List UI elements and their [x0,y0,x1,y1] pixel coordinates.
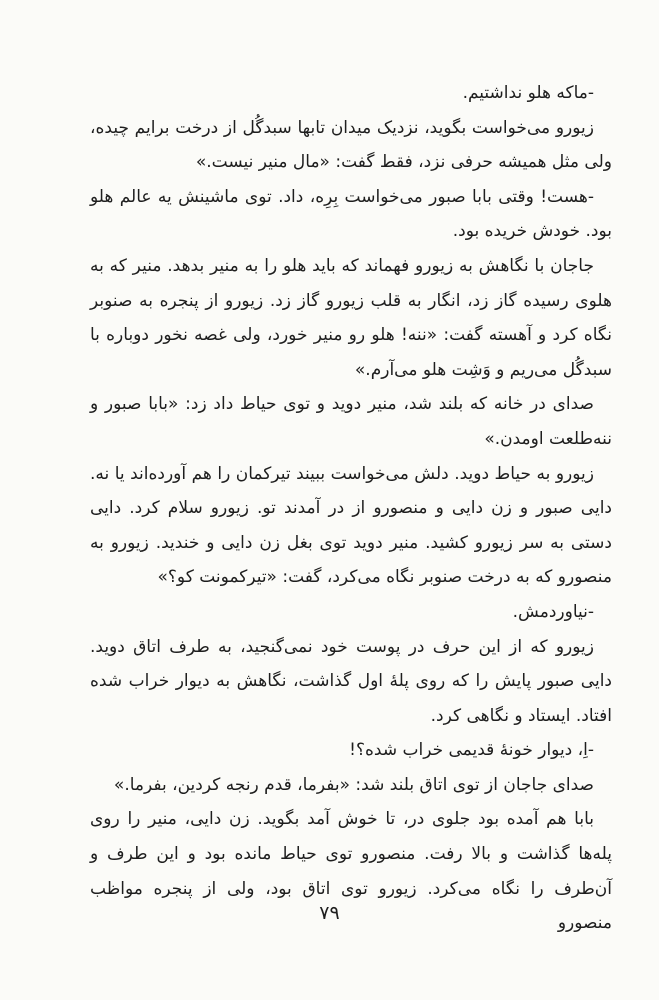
paragraph: زیورو به حیاط دوید. دلش می‌خواست ببیند تیرکمان را هم آورده‌اند یا نه. دایی صبور و زن دایی و منصورو از در آمدند تو. زیورو سلام کرد. دایی دستی به سر زیورو کشید. منیر دوید توی بغل زن دایی و خندید. زیورو به منصورو که به درخت صنوبر نگاه می‌کرد، گفت: «تیرکمونت کو؟» [90,463,612,588]
paragraph: -نیاوردمش. [512,601,594,622]
paragraph: بابا هم آمده بود جلوی در، تا خوش آمد بگوید. زن دایی، منیر را روی پله‌ها گذاشت و بالا رفت. منصورو توی حیاط مانده بود و این طرف و آن‌طرف را نگاه می‌کرد. زیورو توی اتاق بود، ولی از پنجره مواظب منصورو [90,809,612,934]
paragraph: -اِ، دیوار خونهٔ قدیمی خراب شده؟! [349,740,594,761]
paragraph: زیورو که از این حرف در پوست خود نمی‌گنجید، به طرف اتاق دوید. دایی صبور پایش را که روی پلهٔ اول گذاشت، نگاهش به دیوار خراب شده افتاد. ایستاد و نگاهی کرد. [90,636,612,726]
page-number: ۷۹ [319,902,340,924]
body-text [90,76,612,941]
paragraph: زیورو می‌خواست بگوید، نزدیک میدان تابها سبدگُل از درخت برایم چیده، ولی مثل همیشه حرفی نزد، فقط گفت: «مال منیر نیست.» [90,117,612,173]
paragraph-dialogue-peaches: -ماکه هلو نداشتیم. [462,83,594,103]
paragraph: -هست! وقتی بابا صبور می‌خواست بِرِه، داد. توی ماشینش یه عالم هلو بود. خودش خریده بود. [90,186,612,242]
paragraph: جاجان با نگاهش به زیورو فهماند که باید هلو را به منیر بدهد. منیر که به هلوی رسیده گاز زد، انگار به قلب زیورو گاز زد. زیورو از پنجره به صنوبر نگاه کرد و آهسته گفت: «ننه! هلو رو منیر خورد، ولی غصه نخور دوباره با سبدگُل می‌ریم و وَشِت هلو می‌آرم.» [90,255,612,380]
paragraph: صدای جاجان از توی اتاق بلند شد: «بفرما، قدم رنجه کردین، بفرما.» [113,774,594,795]
paragraph: صدای در خانه که بلند شد، منیر دوید و توی حیاط داد زد: «بابا صبور و ننه‌طلعت اومدن.» [90,394,612,449]
